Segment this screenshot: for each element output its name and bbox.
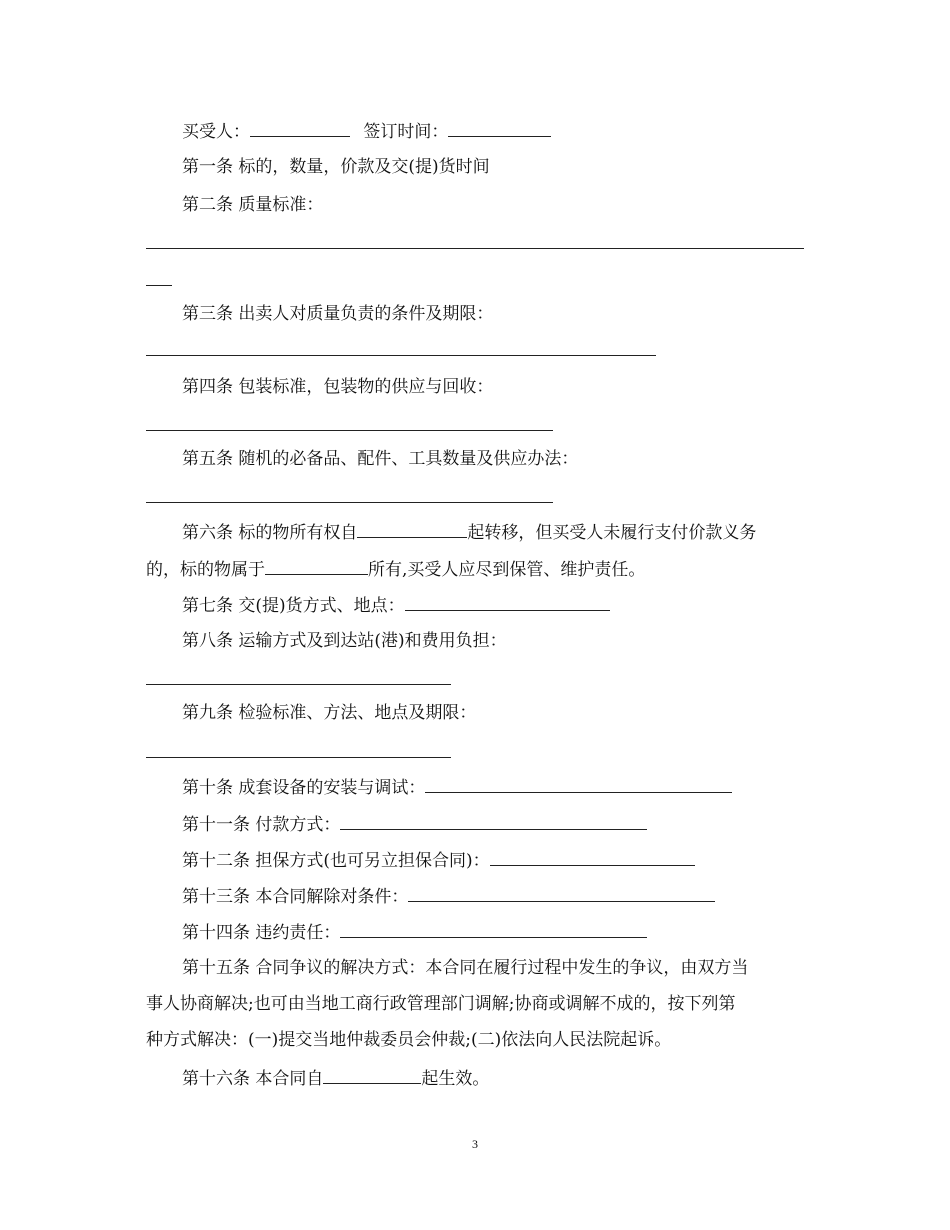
article-14-text: 第十四条 违约责任： [182, 923, 341, 943]
article-4: 第四条 包装标准，包装物的供应与回收： [182, 377, 494, 397]
article-7 [182, 594, 610, 617]
buyer-line [182, 120, 551, 143]
article-15-line-2: 事人协商解决;也可由当地工商行政管理部门调解;协商或调解不成的，按下列第 [146, 994, 736, 1014]
article-8-blank-line [146, 684, 451, 685]
article-11-blank [340, 813, 647, 830]
article-6-blank-b [265, 558, 368, 575]
article-11 [182, 813, 647, 836]
article-6-text-d: 所有,买受人应尽到保管、维护责任。 [368, 560, 646, 580]
article-15-line-3: 种方式解决：(一)提交当地仲裁委员会仲裁;(二)依法向人民法院起诉。 [146, 1030, 672, 1050]
article-6-line-1 [182, 521, 756, 544]
article-16-text-b: 起生效。 [421, 1069, 490, 1089]
article-6-text-a: 第六条 标的物所有权自 [182, 523, 358, 543]
article-8: 第八条 运输方式及到达站(港)和费用负担： [182, 631, 507, 651]
article-2-blank-line-tail [146, 285, 172, 286]
buyer-blank [250, 120, 350, 137]
article-9-blank-line [146, 757, 451, 758]
article-7-blank [405, 594, 610, 611]
article-10-blank [425, 776, 732, 793]
article-7-text: 第七条 交(提)货方式、地点： [182, 596, 405, 616]
article-10 [182, 776, 732, 799]
article-10-text: 第十条 成套设备的安装与调试： [182, 778, 426, 798]
article-13-blank [408, 885, 715, 902]
article-2-blank-line [146, 248, 804, 249]
buyer-label: 买受人： [182, 122, 250, 142]
article-15-line-1: 第十五条 合同争议的解决方式：本合同在履行过程中发生的争议，由双方当 [182, 958, 749, 978]
article-9: 第九条 检验标准、方法、地点及期限： [182, 703, 477, 723]
article-5-blank-line [146, 502, 553, 503]
article-11-text: 第十一条 付款方式： [182, 815, 341, 835]
article-6-blank-a [357, 521, 467, 538]
sign-time-blank [448, 120, 551, 137]
article-16 [182, 1067, 489, 1090]
article-4-blank-line [146, 430, 553, 431]
article-3: 第三条 出卖人对质量负责的条件及期限： [182, 304, 494, 324]
page-number: 3 [472, 1137, 478, 1151]
article-13-text: 第十三条 本合同解除对条件： [182, 887, 409, 907]
article-13 [182, 885, 715, 908]
article-1: 第一条 标的，数量，价款及交(提)货时间 [182, 157, 490, 177]
article-16-text-a: 第十六条 本合同自 [182, 1069, 324, 1089]
article-14 [182, 921, 647, 944]
article-2: 第二条 质量标准： [182, 195, 324, 215]
article-14-blank [340, 921, 647, 938]
article-6-text-c: 的，标的物属于 [146, 560, 265, 580]
article-16-blank [323, 1067, 421, 1084]
article-5: 第五条 随机的必备品、配件、工具数量及供应办法： [182, 449, 579, 469]
article-12-blank [490, 849, 695, 866]
article-12-text: 第十二条 担保方式(也可另立担保合同)： [182, 851, 490, 871]
article-12 [182, 849, 695, 872]
article-3-blank-line [146, 355, 656, 356]
article-6-text-b: 起转移，但买受人未履行支付价款义务 [467, 523, 757, 543]
sign-time-label: 签订时间： [363, 122, 449, 142]
article-6-line-2 [146, 558, 645, 581]
